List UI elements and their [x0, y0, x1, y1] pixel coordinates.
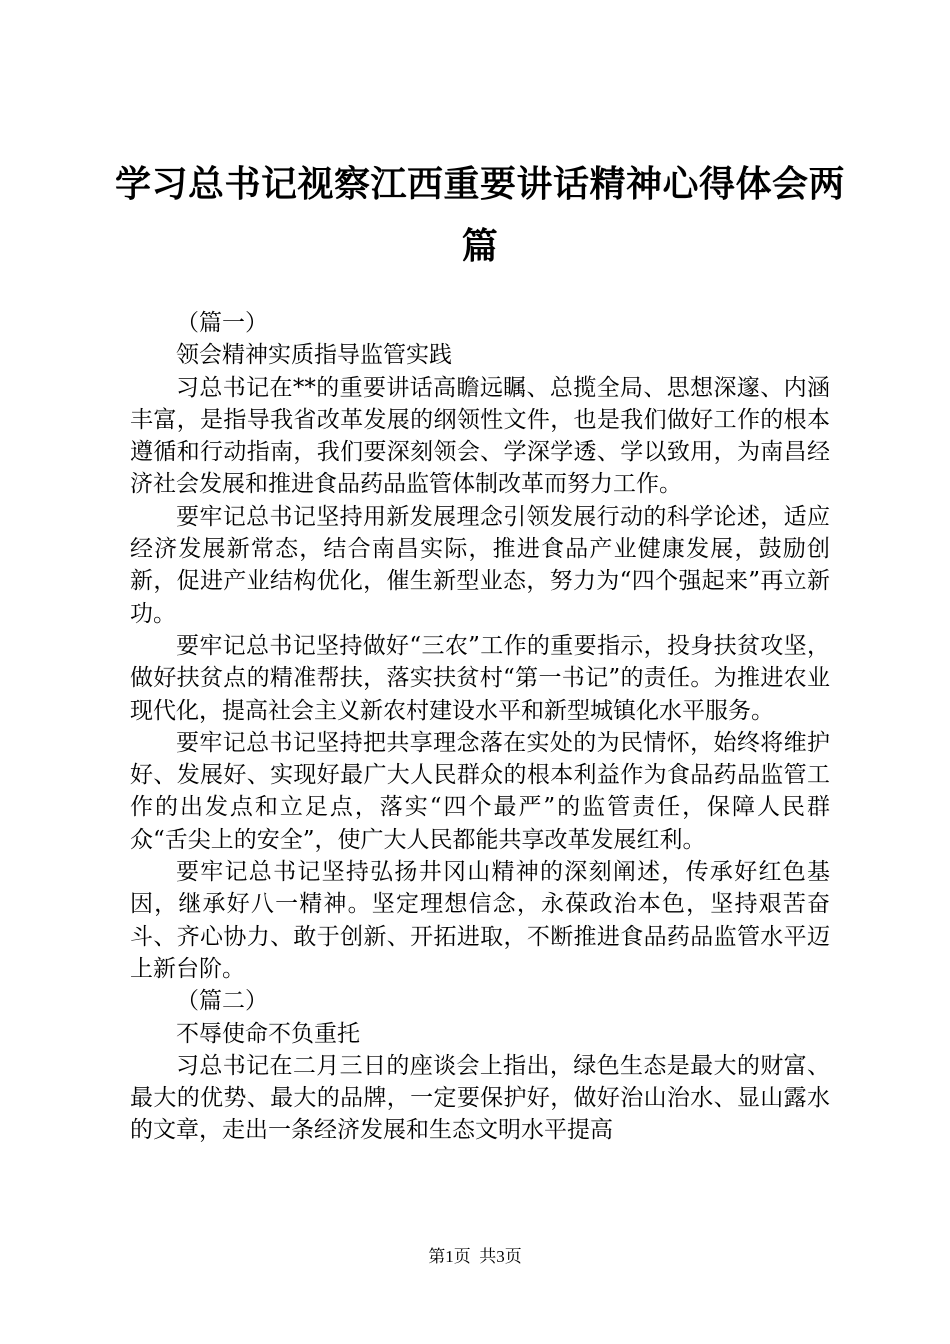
section-subtitle-1: 领会精神实质指导监管实践	[176, 342, 452, 369]
body-paragraph: 要牢记总书记坚持用新发展理念引领发展行动的科学论述，适应经济发展新常态，结合南昌实际，推进食品产业健康发展，鼓励创新，促进产业结构优化，催生新型业态，努力为“四个强起来”再立新功。	[130, 503, 830, 627]
section-subtitle-2: 不辱使命不负重托	[176, 1020, 360, 1047]
page-title: 学习总书记视察江西重要讲话精神心得体会两	[114, 164, 845, 205]
page-footer	[0, 1242, 950, 1267]
body-paragraph: 习总书记在二月三日的座谈会上指出，绿色生态是最大的财富、最大的优势、最大的品牌，一定要保护好，做好治山治水、显山露水的文章，走出一条经济发展和生态文明水平提高	[130, 1052, 830, 1144]
section-label-1: （篇一）	[176, 310, 268, 336]
body-paragraph: 要牢记总书记坚持弘扬井冈山精神的深刻阐述，传承好红色基因，继承好八一精神。坚定理想信念，永葆政治本色，坚持艰苦奋斗、齐心协力、敢于创新、开拓进取，不断推进食品药品监管水平迈上新台阶。	[130, 859, 830, 982]
body-paragraph: 要牢记总书记坚持把共享理念落在实处的为民情怀，始终将维护好、发展好、实现好最广大人民群众的根本利益作为食品药品监管工作的出发点和立足点，落实“四个最严”的监管责任，保障人民群众“舌尖上的安全”，使广大人民都能共享改革发展红利。	[130, 729, 830, 853]
section-label-2: （篇二）	[176, 988, 268, 1015]
page-total: 共3页	[479, 1247, 522, 1266]
page-number: 第1页	[428, 1247, 471, 1266]
body-paragraph: 习总书记在**的重要讲话高瞻远瞩、总揽全局、思想深邃、内涵丰富，是指导我省改革发展的纲领性文件，也是我们做好工作的根本遵循和行动指南，我们要深刻领会、学深学透、学以致用，为南昌经济社会发展和推进食品药品监管体制改革而努力工作。	[130, 374, 830, 498]
document-body	[130, 307, 830, 1147]
page-title-continued: 篇	[461, 226, 499, 267]
body-paragraph: 要牢记总书记坚持做好“三农”工作的重要指示，投身扶贫攻坚，做好扶贫点的精准帮扶，落实扶贫村“第一书记”的责任。为推进农业现代化，提高社会主义新农村建设水平和新型城镇化水平服务。	[130, 632, 830, 724]
